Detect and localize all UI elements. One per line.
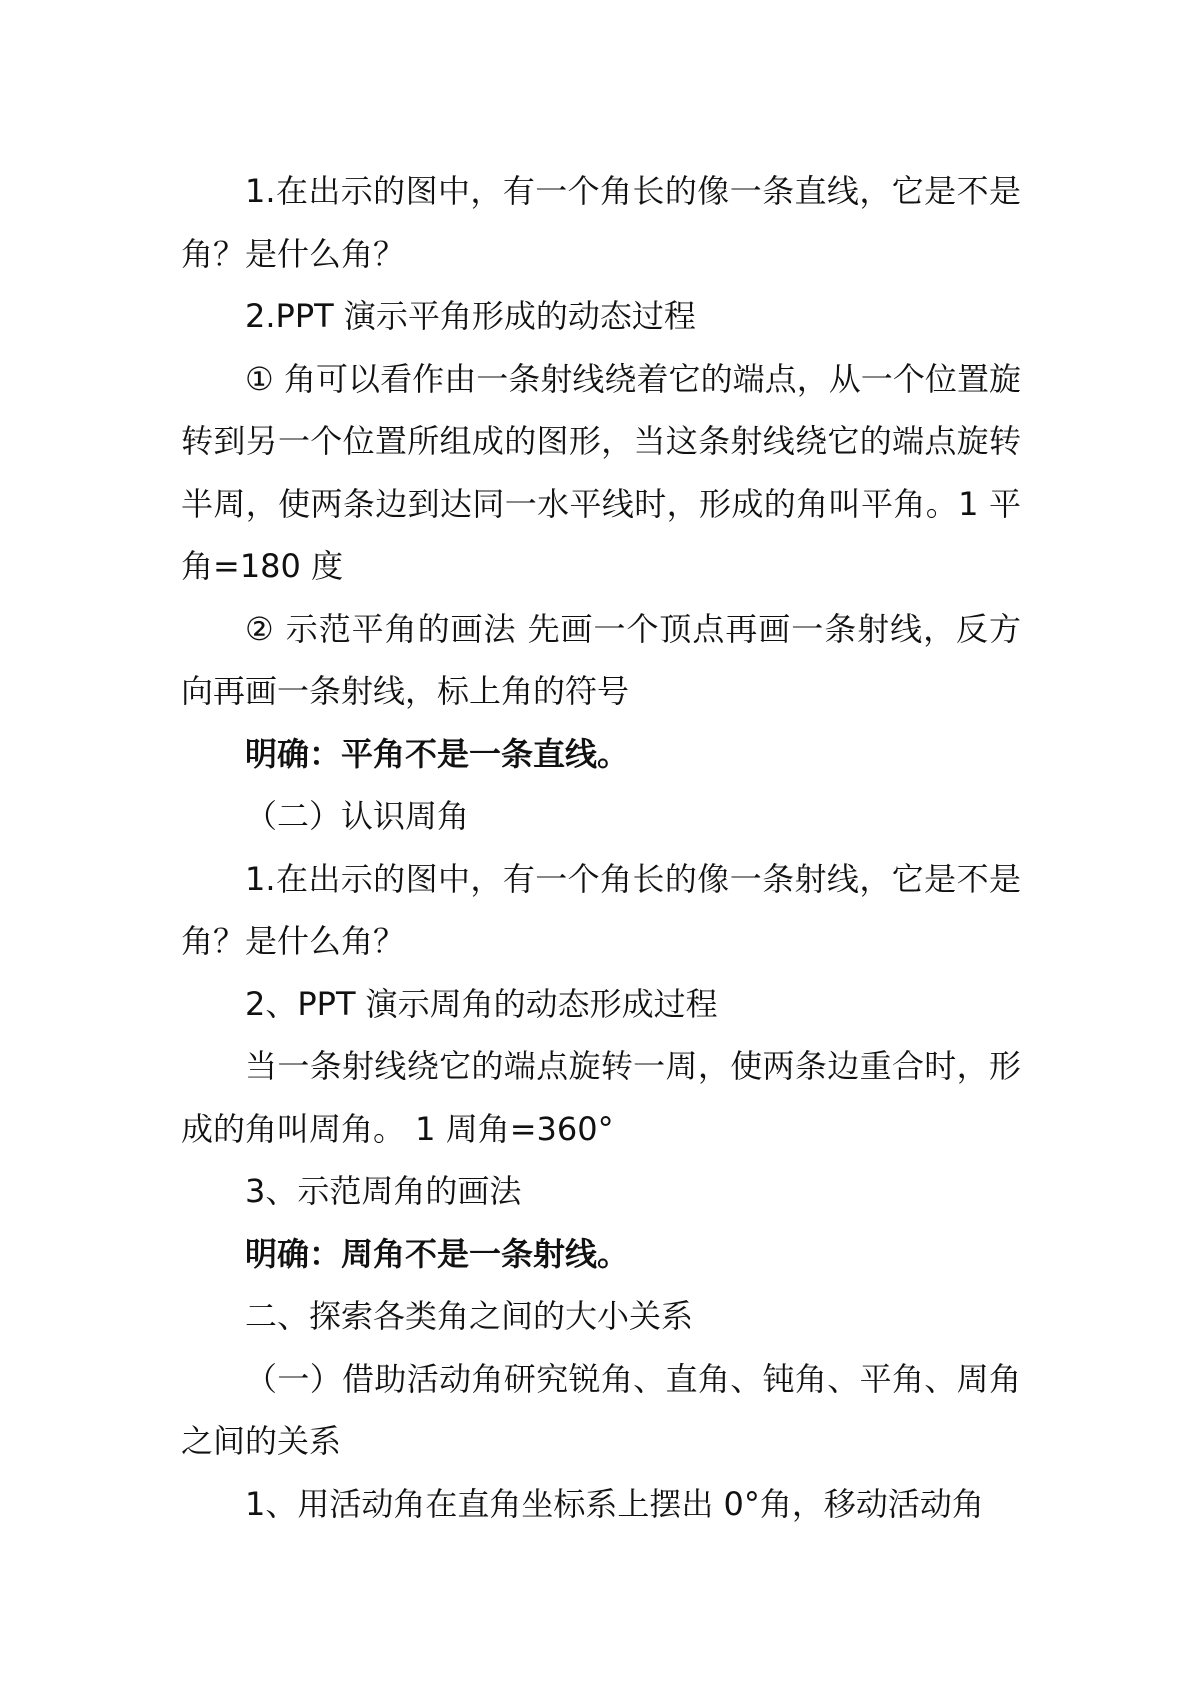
paragraph-conclusion-straight-angle: 明确：平角不是一条直线。 bbox=[245, 734, 630, 773]
paragraph-question-ray: 1.在出示的图中，有一个角长的像一条射线，它是不是角？是什么角？ bbox=[181, 859, 1021, 960]
paragraph-straight-angle-drawing: ② 示范平角的画法 先画一个顶点再画一条射线，反方向再画一条射线，标上角的符号 bbox=[181, 609, 1021, 710]
document-body bbox=[181, 160, 1021, 1535]
paragraph-ppt-full-angle: 2、PPT 演示周角的动态形成过程 bbox=[245, 984, 718, 1023]
section-heading-full-angle: （二）认识周角 bbox=[245, 797, 470, 835]
subsection-heading-activity-angle: （一）借助活动角研究锐角、直角、钝角、平角、周角之间的关系 bbox=[181, 1359, 1021, 1460]
paragraph-straight-angle-definition: ① 角可以看作由一条射线绕着它的端点，从一个位置旋转到另一个位置所组成的图形，当这条射线绕它的端点旋转半周，使两条边到达同一水平线时，形成的角叫平角。1 平角=180 度 bbox=[181, 359, 1021, 585]
paragraph-full-angle-definition: 当一条射线绕它的端点旋转一周，使两条边重合时，形成的角叫周角。 1 周角=360° bbox=[181, 1047, 1021, 1148]
paragraph-question-straight-line: 1.在出示的图中，有一个角长的像一条直线，它是不是角？是什么角？ bbox=[181, 172, 1021, 273]
paragraph-full-angle-drawing: 3、示范周角的画法 bbox=[245, 1172, 522, 1210]
section-heading-angle-relations: 二、探索各类角之间的大小关系 bbox=[245, 1297, 694, 1335]
paragraph-activity-step-1: 1、用活动角在直角坐标系上摆出 0°角，移动活动角 bbox=[245, 1484, 984, 1523]
paragraph-ppt-straight-angle: 2.PPT 演示平角形成的动态过程 bbox=[245, 297, 696, 335]
paragraph-conclusion-full-angle: 明确：周角不是一条射线。 bbox=[245, 1234, 630, 1273]
